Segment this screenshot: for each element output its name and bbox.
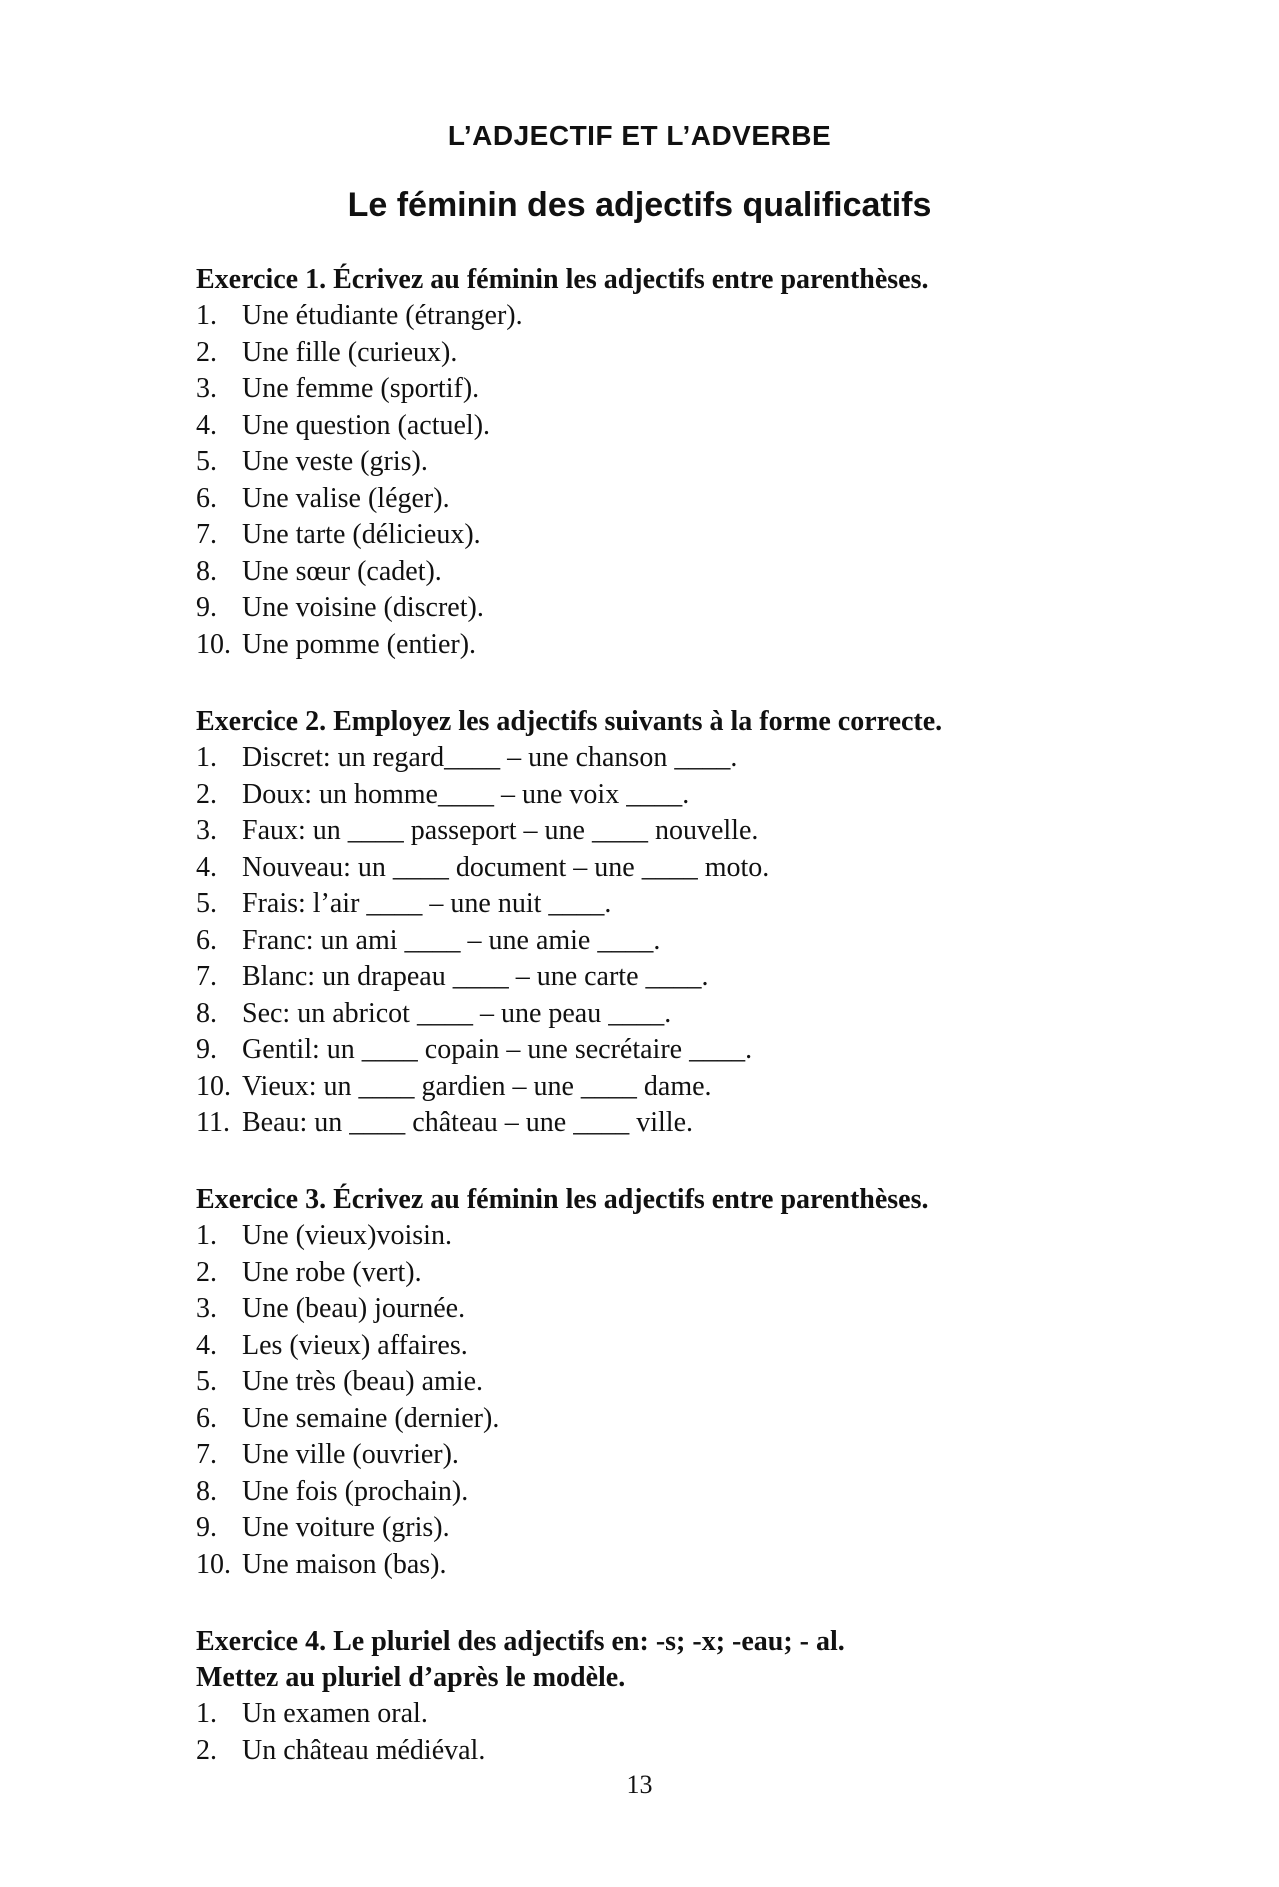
- item-number: 7.: [196, 1439, 217, 1470]
- item-text: Une fois (prochain).: [242, 1475, 469, 1507]
- item-number: 5.: [196, 446, 217, 477]
- item-text: Une sœur (cadet).: [242, 555, 442, 587]
- item-number: 4.: [196, 1329, 217, 1361]
- item-text: Une voisine (discret).: [242, 592, 484, 623]
- item-text: Une fille (curieux).: [242, 336, 458, 368]
- item-text: Doux: un homme____ – une voix ____.: [242, 778, 690, 810]
- list-item: [196, 1032, 1196, 1069]
- list-item: [196, 1437, 1196, 1474]
- list-item: [196, 923, 1196, 960]
- list-item: [196, 1696, 1196, 1733]
- item-text: Franc: un ami ____ – une amie ____.: [242, 924, 661, 956]
- item-text: Vieux: un ____ gardien – une ____ dame.: [242, 1070, 712, 1102]
- list-item: [196, 335, 1196, 372]
- item-number: 2.: [196, 1734, 217, 1766]
- exercise-2-title: Exercice 2. Employez les adjectifs suivants à la forme correcte.: [196, 706, 943, 737]
- item-number: 1.: [196, 1698, 217, 1729]
- item-number: 2.: [196, 778, 217, 810]
- list-item: [196, 590, 1196, 627]
- item-number: 6.: [196, 924, 217, 956]
- list-item: [196, 298, 1196, 335]
- item-text: Une question (actuel).: [242, 409, 491, 441]
- item-number: 1.: [196, 1220, 217, 1251]
- item-text: Une veste (gris).: [242, 446, 428, 477]
- list-item: [196, 740, 1196, 777]
- item-number: 4.: [196, 851, 217, 883]
- item-text: Une semaine (dernier).: [242, 1402, 500, 1434]
- item-text: Sec: un abricot ____ – une peau ____.: [242, 997, 672, 1029]
- item-number: 8.: [196, 997, 217, 1029]
- exercise-1-list: [196, 298, 1196, 663]
- item-text: Une maison (bas).: [242, 1548, 447, 1580]
- list-item: [196, 850, 1196, 887]
- list-item: [196, 517, 1196, 554]
- item-text: Frais: l’air ____ – une nuit ____.: [242, 888, 612, 919]
- item-number: 3.: [196, 373, 217, 404]
- item-number: 1.: [196, 742, 217, 773]
- list-item: [196, 886, 1196, 923]
- item-text: Une (vieux)voisin.: [242, 1220, 452, 1251]
- exercise-4: [196, 1624, 1196, 1769]
- item-text: Discret: un regard____ – une chanson ____.: [242, 742, 738, 773]
- item-number: 9.: [196, 1512, 217, 1543]
- exercise-1: [196, 262, 1196, 663]
- item-number: 11.: [196, 1107, 230, 1138]
- item-number: 10.: [196, 1070, 231, 1102]
- list-item: [196, 1547, 1196, 1584]
- list-item: [196, 1069, 1196, 1106]
- item-number: 8.: [196, 555, 217, 587]
- item-text: Faux: un ____ passeport – une ____ nouvelle.: [242, 815, 759, 846]
- item-text: Une (beau) journée.: [242, 1293, 466, 1324]
- list-item: [196, 408, 1196, 445]
- item-number: 3.: [196, 1293, 217, 1324]
- item-text: Un château médiéval.: [242, 1734, 486, 1766]
- item-text: Une femme (sportif).: [242, 373, 480, 404]
- list-item: [196, 1255, 1196, 1292]
- list-item: [196, 1291, 1196, 1328]
- list-item: [196, 1364, 1196, 1401]
- exercise-3-list: [196, 1218, 1196, 1583]
- page-number: 13: [626, 1770, 653, 1799]
- exercise-4-list: [196, 1696, 1196, 1769]
- item-text: Une ville (ouvrier).: [242, 1439, 459, 1470]
- list-item: [196, 627, 1196, 664]
- exercise-2-list: [196, 740, 1196, 1142]
- item-number: 1.: [196, 300, 217, 331]
- list-item: [196, 1401, 1196, 1438]
- item-number: 3.: [196, 815, 217, 846]
- list-item: [196, 554, 1196, 591]
- item-text: Les (vieux) affaires.: [242, 1329, 468, 1361]
- item-number: 2.: [196, 1256, 217, 1288]
- chapter-heading: L’ADJECTIF ET L’ADVERBE: [447, 120, 832, 151]
- list-item: [196, 444, 1196, 481]
- item-number: 4.: [196, 409, 217, 441]
- item-text: Une étudiante (étranger).: [242, 300, 523, 331]
- item-text: Une pomme (entier).: [242, 628, 477, 660]
- item-text: Gentil: un ____ copain – une secrétaire ____.: [242, 1034, 753, 1065]
- item-text: Un examen oral.: [242, 1698, 428, 1729]
- item-number: 10.: [196, 1548, 231, 1580]
- item-text: Une très (beau) amie.: [242, 1366, 483, 1397]
- list-item: [196, 1510, 1196, 1547]
- item-number: 9.: [196, 592, 217, 623]
- item-number: 6.: [196, 482, 217, 514]
- item-number: 9.: [196, 1034, 217, 1065]
- list-item: [196, 1474, 1196, 1511]
- item-number: 5.: [196, 1366, 217, 1397]
- item-number: 6.: [196, 1402, 217, 1434]
- exercise-4-instruction: Mettez au pluriel d’après le modèle.: [196, 1662, 626, 1693]
- list-item: [196, 1105, 1196, 1142]
- list-item: [196, 996, 1196, 1033]
- item-text: Une voiture (gris).: [242, 1512, 450, 1543]
- item-text: Une valise (léger).: [242, 482, 450, 514]
- item-number: 7.: [196, 961, 217, 992]
- item-number: 8.: [196, 1475, 217, 1507]
- item-number: 5.: [196, 888, 217, 919]
- exercise-2: [196, 704, 1196, 1142]
- item-text: Blanc: un drapeau ____ – une carte ____.: [242, 961, 709, 992]
- item-text: Une tarte (délicieux).: [242, 519, 481, 550]
- list-item: [196, 959, 1196, 996]
- list-item: [196, 777, 1196, 814]
- exercise-1-title: Exercice 1. Écrivez au féminin les adjectifs entre parenthèses.: [196, 264, 929, 295]
- item-text: Beau: un ____ château – une ____ ville.: [242, 1107, 693, 1138]
- exercise-3-title: Exercice 3. Écrivez au féminin les adjectifs entre parenthèses.: [196, 1184, 929, 1215]
- exercise-3: [196, 1182, 1196, 1583]
- item-number: 2.: [196, 336, 217, 368]
- list-item: [196, 813, 1196, 850]
- list-item: [196, 371, 1196, 408]
- list-item: [196, 1218, 1196, 1255]
- item-text: Une robe (vert).: [242, 1256, 422, 1288]
- exercise-4-title: Exercice 4. Le pluriel des adjectifs en: -s; -x; -eau; - al.: [196, 1626, 845, 1657]
- item-number: 10.: [196, 628, 231, 660]
- list-item: [196, 1733, 1196, 1770]
- list-item: [196, 481, 1196, 518]
- list-item: [196, 1328, 1196, 1365]
- section-heading: Le féminin des adjectifs qualificatifs: [347, 186, 932, 224]
- item-text: Nouveau: un ____ document – une ____ moto.: [242, 851, 770, 883]
- item-number: 7.: [196, 519, 217, 550]
